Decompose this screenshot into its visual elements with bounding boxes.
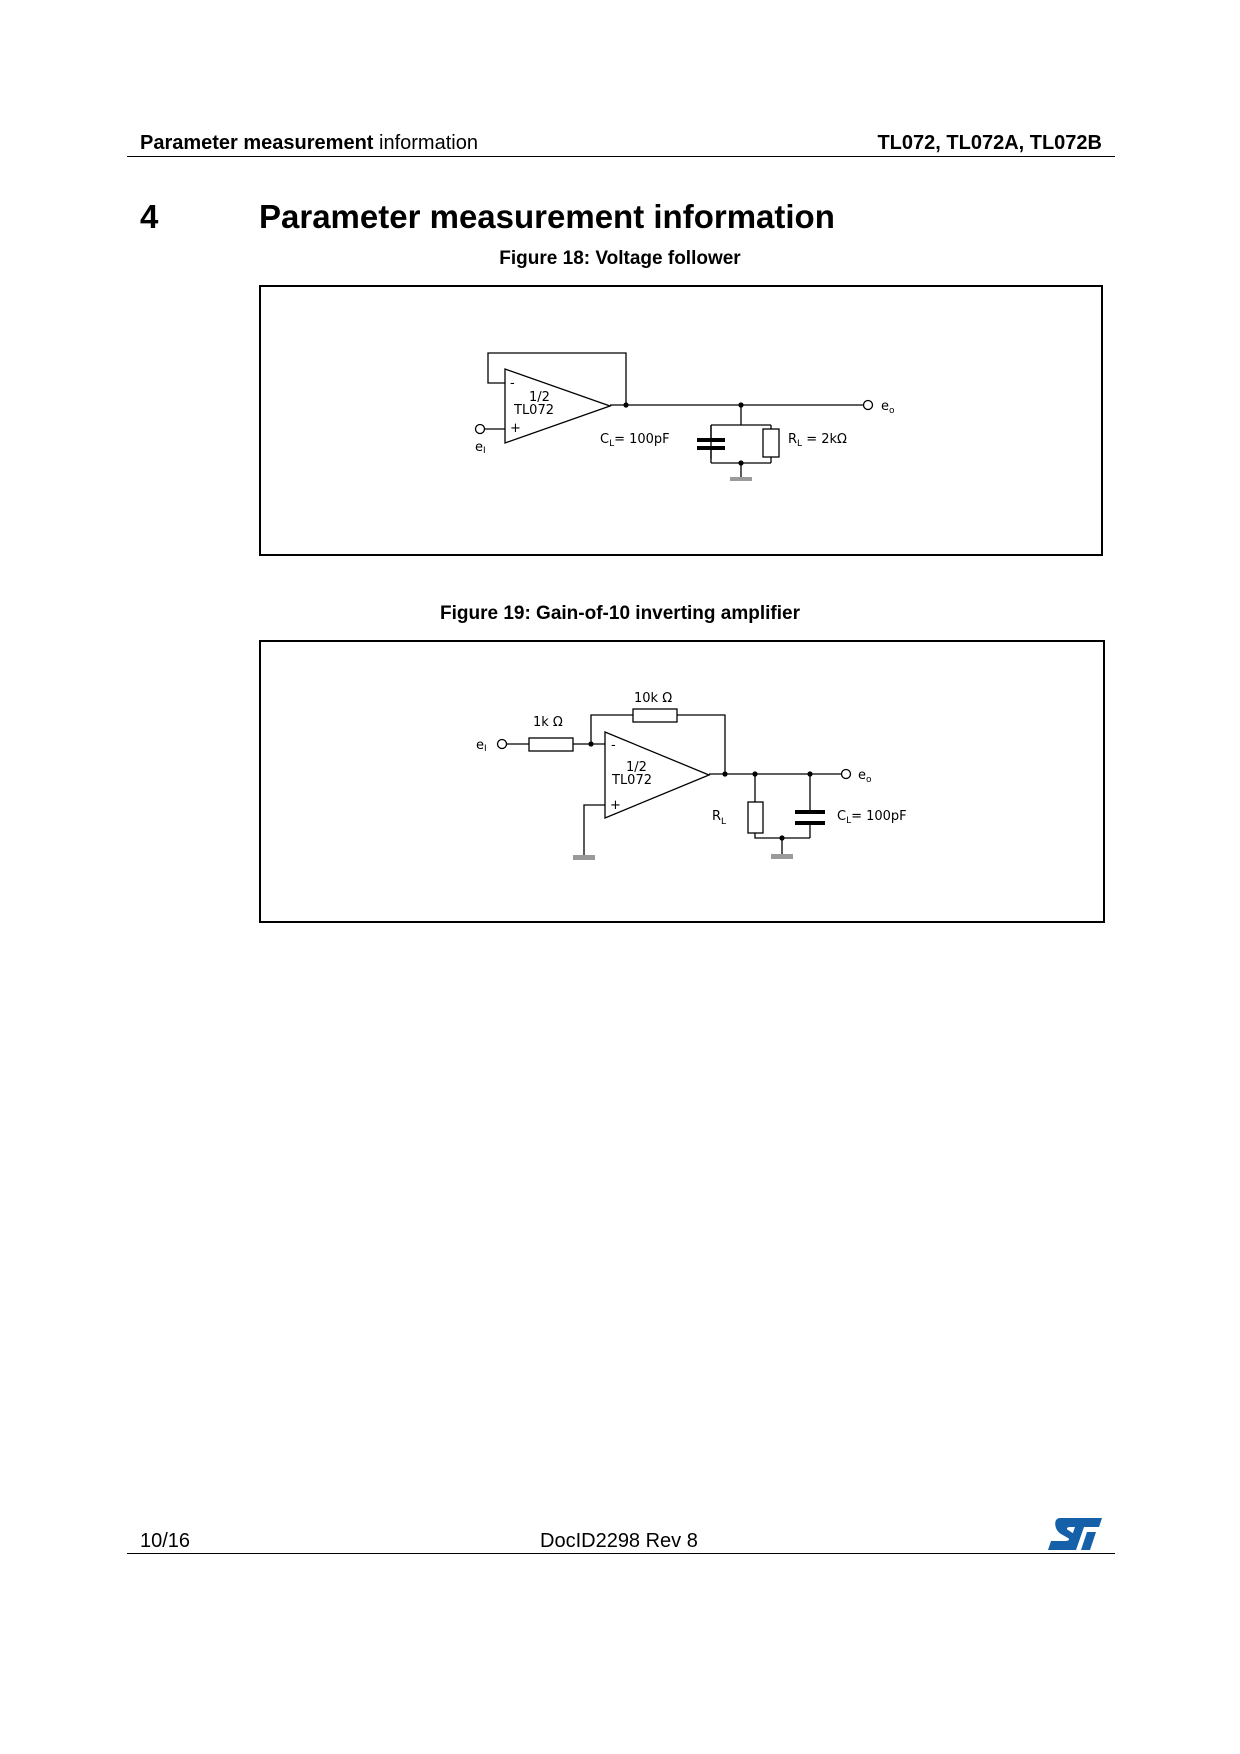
voltage-follower-schematic [261,287,1105,558]
rl-label: $R_L$ [712,809,727,827]
doc-id: DocID2298 Rev 8 [540,1530,698,1552]
section-title: Parameter measurement information [259,198,835,235]
input-label: eI [475,440,486,456]
feedback-resistor-label: 10k Ω [634,691,673,706]
opamp-label-2: TL072 [514,403,554,418]
opamp-label-1: 1/2 [626,760,647,775]
opamp-label-1: 1/2 [529,390,550,405]
opamp-plus: + [510,421,521,436]
output-label: $e_o$ [858,768,872,785]
figure-18-box [259,285,1103,556]
opamp-plus: + [610,798,621,813]
cl-label: $C_L= 100pF$ [600,432,670,449]
st-logo-icon [1046,1516,1104,1557]
running-header-rest: information [373,132,478,154]
header-rule [127,156,1115,157]
opamp-minus: - [611,738,616,753]
running-header-left [140,132,478,155]
output-terminal [864,401,873,410]
ground-symbol [573,855,595,860]
running-header-right: TL072, TL072A, TL072B [877,132,1102,154]
ground-symbol [771,854,793,859]
footer-rule [127,1553,1115,1554]
output-label: $e_o$ [881,399,895,416]
figure-18-caption: Figure 18: Voltage follower [499,248,741,269]
page-number: 10/16 [140,1530,191,1552]
input-terminal [476,425,485,434]
ground-symbol [730,477,752,481]
figure-19-box [259,640,1105,923]
input-resistor [529,738,573,751]
cl-label: $C_L= 100pF$ [837,809,907,826]
output-terminal [842,770,851,779]
rl-label: $R_L = 2k\Omega$ [788,432,847,449]
input-label: eI [476,738,487,754]
inverting-amplifier-schematic [261,642,1107,925]
input-resistor-label: 1k Ω [533,715,563,730]
section-number: 4 [140,198,159,235]
running-header-bold: Parameter measurement [140,132,374,154]
opamp-label-2: TL072 [612,773,652,788]
input-terminal [498,740,507,749]
feedback-resistor [633,709,677,722]
opamp-minus: - [510,376,515,391]
figure-19-caption: Figure 19: Gain-of-10 inverting amplifier [439,603,800,624]
